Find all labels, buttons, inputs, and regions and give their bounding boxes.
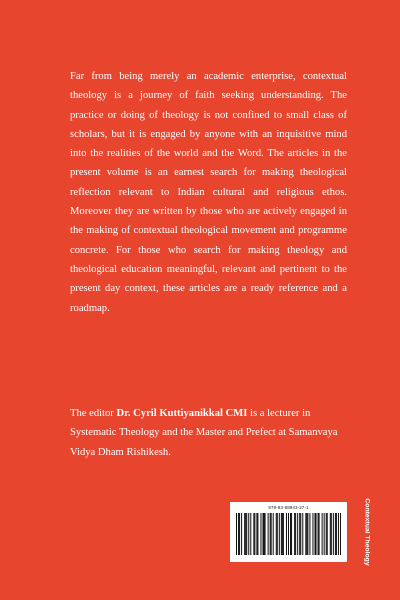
barcode-bar xyxy=(254,513,255,555)
barcode-bar xyxy=(250,513,251,555)
barcode-bar xyxy=(327,513,328,555)
barcode-bar xyxy=(338,513,339,555)
barcode-bar xyxy=(257,513,258,555)
barcode-bar xyxy=(322,513,323,555)
barcode-bar xyxy=(307,513,308,555)
barcode-bar xyxy=(295,513,296,555)
barcode-bar xyxy=(265,513,266,555)
barcode-bar xyxy=(260,513,261,555)
barcode-bar xyxy=(264,513,265,555)
barcode-bar xyxy=(281,513,282,555)
editor-name: Dr. Cyril Kuttiyanikkal CMI xyxy=(116,408,248,419)
editor-bio-prefix: The editor xyxy=(70,408,117,419)
barcode-bar xyxy=(288,513,289,555)
barcode-bar xyxy=(263,513,264,555)
barcode-bar xyxy=(306,513,307,555)
barcode-bar xyxy=(309,513,310,555)
barcode-bar xyxy=(248,513,249,555)
barcode-bar xyxy=(256,513,257,555)
barcode-bar xyxy=(244,513,245,555)
barcode-bar xyxy=(286,513,287,555)
barcode-bar xyxy=(268,513,269,555)
barcode-bar xyxy=(238,513,239,555)
spine-title xyxy=(360,492,374,572)
barcode-bar xyxy=(290,513,291,555)
barcode-bar xyxy=(277,513,278,555)
barcode-bar xyxy=(239,513,240,555)
barcode-bar xyxy=(324,513,325,555)
barcode-bar xyxy=(273,513,274,555)
barcode xyxy=(230,502,347,562)
barcode-bar xyxy=(340,513,341,555)
barcode-bar xyxy=(333,513,334,555)
isbn-number: 978-93-88943-27-1 xyxy=(268,505,309,510)
barcode-bar xyxy=(336,513,337,555)
editor-bio xyxy=(70,404,355,462)
barcode-bar xyxy=(241,513,242,555)
barcode-bar xyxy=(312,513,313,555)
barcode-bar xyxy=(276,513,277,555)
barcode-bar xyxy=(326,513,327,555)
barcode-bar xyxy=(297,513,298,555)
barcode-bar xyxy=(300,513,301,555)
barcode-bar xyxy=(236,513,237,555)
barcode-bar xyxy=(246,513,247,555)
blurb-paragraph: Far from being merely an academic enterprise, contextual theology is a journey of faith seeking understanding. The practice or doing of theology is not confined to small class of scholars, but it is engaged by anyone with an inquisitive mind into the realities of the world and the Word. The articles in the present volume is an earnest search for making theological reflection relevant to Indian cultural and religious ethos. Moreover they are written by those who are actively engaged in the making of contextual theological movement and programme concrete. For those who search for making theology and theological education meaningful, relevant and pertinent to the present day context, these articles are a ready reference and a roadmap. xyxy=(70,71,347,314)
barcode-bar xyxy=(314,513,315,555)
spine-title-text: Contextual Theology xyxy=(363,498,371,566)
barcode-bars xyxy=(236,513,341,555)
barcode-bar xyxy=(305,513,306,555)
barcode-bar xyxy=(279,513,280,555)
barcode-bar xyxy=(331,513,332,555)
barcode-bar xyxy=(271,513,272,555)
barcode-bar xyxy=(253,513,254,555)
barcode-bar xyxy=(330,513,331,555)
barcode-bar xyxy=(283,513,284,555)
barcode-bar xyxy=(282,513,283,555)
editor-bio-suffix: is a lecturer in Systematic Theology and the Master and Prefect at Samanvaya Vidya Dham Rishikesh. xyxy=(70,408,338,458)
barcode-bar xyxy=(294,513,295,555)
barcode-bar xyxy=(245,513,246,555)
barcode-bar xyxy=(270,513,271,555)
barcode-bar xyxy=(302,513,303,555)
barcode-bar xyxy=(291,513,292,555)
barcode-bar xyxy=(316,513,317,555)
barcode-bar xyxy=(319,513,320,555)
barcode-bar xyxy=(318,513,319,555)
barcode-bar xyxy=(299,513,300,555)
barcode-bar xyxy=(335,513,336,555)
